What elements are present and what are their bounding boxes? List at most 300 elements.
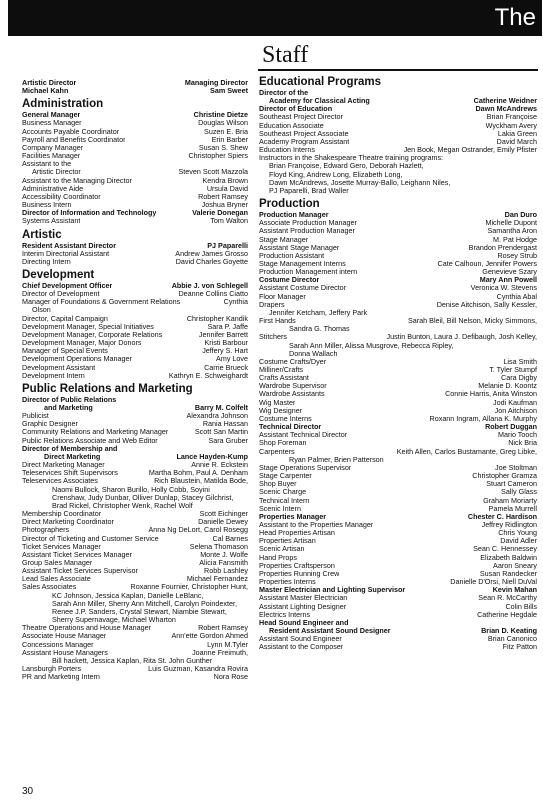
page-title: Staff (262, 42, 309, 68)
person-name: T. Tyler Stumpf (489, 365, 537, 374)
role-title: Properties Manager (259, 512, 327, 521)
person-name: Christopher Kandik (186, 313, 248, 323)
role-title: Properties Interns (259, 578, 316, 587)
person-name: Catherine Hegdale (477, 609, 537, 619)
role-title: Brad Rickel, Christopher Wenk, Rachel Wolf (52, 501, 193, 510)
role-title: Renee J.P. Sanders, Crystal Stewart, Niambie Stewart, (52, 607, 227, 616)
role-title: General Manager (22, 111, 81, 120)
role-title: Production Assistant (259, 251, 325, 260)
person-name: Robert Duggan (485, 422, 537, 432)
person-name: Roxann Ingram, Allana K. Murphy (429, 413, 537, 423)
role-title: Wig Designer (259, 406, 303, 415)
role-title: Concessions Manager (22, 640, 94, 649)
person-name: Michelle Dupont (485, 218, 537, 228)
left-column (22, 79, 248, 787)
section-heading-production: Production (259, 198, 320, 211)
person-name: Brian Canonico (487, 634, 537, 644)
role-title: Academy for Classical Acting (269, 97, 370, 106)
role-title: Photographers (22, 526, 70, 535)
person-name: Brian Françoise (486, 112, 537, 122)
role-title: Shop Buyer (259, 480, 297, 489)
person-name: Deanne Collins Ciatto (178, 289, 248, 299)
role-title: Development Intern (22, 371, 85, 380)
role-title: Brian Françoise, Edward Gero, Deborah Hazlett, (269, 162, 424, 171)
person-name: Ursula David (206, 183, 248, 193)
role-title: Associate House Manager (22, 632, 107, 641)
person-name: Martha Bohm, Paul A. Denham (148, 468, 248, 478)
role-title: Assistant Costume Director (259, 284, 347, 293)
staff-row (259, 643, 537, 651)
staff-row (22, 258, 248, 266)
person-name: Michael Fernandez (186, 574, 248, 584)
staff-row (259, 244, 537, 252)
role-title: Electrics Interns (259, 610, 311, 619)
person-name: David March (496, 136, 537, 146)
role-title: Production Management intern (259, 268, 358, 277)
person-name: Annie R. Eckstein (191, 460, 248, 470)
role-title: Director of Public Relations (22, 395, 117, 404)
person-name: Denise Aitchison, Sally Kessler, (436, 299, 537, 309)
staff-row (22, 583, 248, 591)
role-title: and Marketing (44, 404, 93, 412)
staff-row (259, 350, 537, 358)
role-title: Naomi Bullock, Sharon Burillo, Holly Cobb, Soyini (52, 485, 210, 494)
staff-row (259, 448, 537, 456)
role-title: Administrative Aide (22, 184, 84, 193)
role-title: Master Electrician and Lighting Supervisor (259, 586, 406, 595)
role-title: Assistant Ticket Services Manager (22, 550, 132, 559)
role-title: Crafts Assistant (259, 374, 309, 383)
role-title: Direct Marketing Coordinator (22, 518, 114, 527)
role-title: First Hands (259, 317, 296, 326)
header-title: The (494, 4, 536, 31)
role-title: Accessibility Coordinator (22, 192, 101, 201)
person-name: Danielle Dewey (198, 517, 248, 527)
person-name: Brian D. Keating (481, 626, 537, 635)
person-name: Lakia Green (497, 128, 537, 138)
section-heading-administration: Administration (22, 98, 104, 111)
person-name: Kathryn E. Schweighardt (168, 370, 248, 380)
staff-row (22, 673, 248, 681)
person-name: Monte J. Wolfe (200, 549, 248, 559)
role-title: KC Johnson, Jessica Kaplan, Danielle LeBlanc, (52, 591, 204, 600)
role-title: Stage Manager (259, 235, 309, 244)
person-name: Rania Hassan (202, 419, 248, 429)
role-title: Scenic Artisan (259, 545, 305, 554)
role-title: Business Manager (22, 119, 82, 128)
person-name: Chester C. Hardison (467, 511, 537, 521)
person-name: Susan Randecker (479, 568, 537, 578)
person-name: Nora Rose (213, 672, 248, 682)
staff-row (22, 649, 248, 657)
role-title: Shop Foreman (259, 439, 307, 448)
person-name: Selena Thomason (189, 541, 248, 551)
role-title: Education Associate (259, 121, 324, 130)
person-name: Cate Calhoun, Jennifer Powers (437, 258, 537, 268)
role-title: Assistant Production Manager (259, 227, 355, 236)
role-title: Technical Director (259, 423, 322, 432)
person-name: PJ Paparelli (207, 240, 248, 250)
role-title: Wig Master (259, 398, 296, 407)
role-title: Publicist (22, 412, 49, 421)
role-title: Accounts Payable Coordinator (22, 127, 120, 136)
role-title: Technical Intern (259, 496, 310, 505)
role-title: Education Interns (259, 146, 315, 155)
page-number: 30 (22, 786, 34, 797)
role-title: Resident Assistant Sound Designer (269, 627, 391, 635)
staff-row (259, 480, 537, 488)
person-name: Cal Barnes (212, 533, 248, 543)
person-name: Melanie D. Koontz (478, 381, 537, 391)
role-title: Membership Coordinator (22, 510, 102, 519)
role-title: Donna Wallach (289, 349, 338, 358)
person-name: Alexandra Johnson (186, 411, 248, 421)
person-name: Carrie Brueck (204, 362, 248, 372)
header-bar (8, 0, 542, 36)
role-title: Production Manager (259, 211, 329, 220)
role-title: Direct Marketing Manager (22, 461, 105, 470)
person-name: Danielle D'Orsi, Niell DuVal (450, 577, 537, 587)
role-title: Facilities Manager (22, 152, 81, 161)
person-name: Sara P. Jaffe (207, 321, 248, 331)
person-name: Connie Harris, Anita Winston (445, 389, 537, 399)
role-title: Costume Crafts/Dyer (259, 357, 327, 366)
role-title: Drapers (259, 300, 285, 309)
staff-row (259, 366, 537, 374)
role-title: Stitchers (259, 333, 287, 342)
role-title: Costume Interns (259, 414, 312, 423)
staff-list (22, 242, 248, 266)
person-name: Pamela Murrell (488, 503, 537, 513)
role-title: Manager of Foundations & Government Relations (22, 298, 181, 307)
person-name: Scott Eichinger (199, 509, 248, 519)
role-title: Properties Running Crew (259, 569, 340, 578)
role-title: Development Manager, Corporate Relations (22, 330, 163, 339)
role-title: Assistant to the Properties Manager (259, 520, 374, 529)
role-title: Sandra G. Thomas (289, 325, 350, 334)
person-name: Jeffery S. Hart (202, 346, 248, 356)
staff-row (22, 494, 248, 502)
person-name: Douglas Wilson (198, 118, 248, 128)
person-name: Jodi Kaufman (493, 397, 537, 407)
person-name: Sarah Bleil, Bill Nelson, Micky Simmons, (407, 316, 537, 326)
role-title: Assistant to the Managing Director (22, 176, 132, 185)
person-name: Tom Walton (210, 216, 248, 226)
person-name: Colin Bills (505, 601, 537, 611)
person-name: Lynn M.Tyler (207, 639, 248, 649)
person-name: Lisa Smith (503, 356, 537, 366)
role-title: Teleservices Shift Supervisors (22, 469, 118, 478)
person-name: Lance Hayden-Kump (176, 451, 248, 461)
person-name: Joe Stoltman (495, 462, 537, 472)
role-title: Group Sales Manager (22, 558, 93, 567)
person-name: Mary Ann Powell (479, 275, 537, 285)
staff-row (22, 477, 248, 485)
role-title: Sarah Ann Miller, Alissa Musgrove, Rebecca Ripley, (289, 341, 454, 350)
person-name: Mario Tooch (497, 430, 537, 440)
role-title: Properties Craftsperson (259, 561, 335, 570)
person-name: Valerie Donegan (192, 208, 248, 218)
person-name: Brandon Prendergast (468, 242, 537, 252)
person-name: Ann'ette Gordon Ahmed (171, 631, 248, 641)
leadership-block (22, 79, 248, 95)
role-title: Carpenters (259, 447, 295, 456)
staff-row (259, 154, 537, 162)
person-name: Kristi Barbour (204, 338, 248, 348)
person-name: Dawn McAndrews (475, 104, 537, 114)
staff-row (259, 171, 537, 179)
right-column (259, 76, 537, 788)
role-title: PJ Paparelli, Brad Waller (269, 186, 349, 195)
person-name: Amy Love (216, 354, 248, 364)
staff-row (259, 187, 537, 195)
role-title: Scenic Charge (259, 488, 307, 497)
person-name: Catherine Weidner (473, 96, 537, 106)
role-title: Graphic Designer (22, 420, 78, 429)
role-title: Sales Associates (22, 583, 77, 592)
role-title: Interim Directorial Assistant (22, 249, 110, 258)
role-title: Manager of Special Events (22, 347, 108, 356)
role-title: Assistant Stage Manager (259, 243, 340, 252)
staff-row (22, 347, 248, 355)
person-name: Joanne Freimuth, (192, 647, 248, 657)
staff-row (259, 611, 537, 619)
role-title: Southeast Project Director (259, 113, 343, 122)
staff-row (259, 521, 537, 529)
role-title: Director of the (259, 89, 309, 97)
role-title: Assistant to the (22, 160, 72, 169)
role-title: Southeast Project Associate (259, 129, 349, 138)
role-title: Director of Membership and (22, 444, 118, 453)
role-title: Lansburgh Porters (22, 665, 82, 673)
person-name: Barry M. Colfelt (194, 403, 248, 412)
role-title: Development Operations Manager (22, 355, 132, 364)
staff-row (22, 486, 248, 494)
role-title: Company Manager (22, 143, 84, 152)
person-name: Keith Allen, Carlos Bustamante, Greg Libke, (396, 446, 537, 456)
person-name: Stuart Cameron (486, 479, 537, 489)
role-title: Business Intern (22, 201, 72, 210)
person-name: David Adler (500, 536, 537, 546)
person-name: Elizabeth Baldwin (480, 552, 537, 562)
role-title: Assistant Ticket Services Supervisor (22, 567, 138, 576)
role-title: Teleservices Associates (22, 477, 98, 486)
staff-row (259, 529, 537, 537)
staff-row (22, 437, 248, 445)
role-title: Stage Operations Supervisor (259, 463, 352, 472)
role-title: Development Assistant (22, 363, 96, 372)
role-title: Resident Assistant Director (22, 241, 116, 250)
role-title: Dawn McAndrews, Josette Murray-Ballo, Leighann Niles, (269, 178, 451, 187)
person-name: Jon Aitchison (494, 405, 537, 415)
staff-row (22, 290, 248, 298)
role-title: Assistant House Managers (22, 648, 108, 657)
person-name: Graham Moriarty (483, 495, 537, 505)
section-heading-educational: Educational Programs (259, 76, 382, 88)
role-title: Floor Manager (259, 292, 306, 301)
role-title: Head Properties Artisan (259, 529, 335, 538)
section-heading-development: Development (22, 268, 95, 281)
staff-row (259, 423, 537, 431)
role-title: Systems Assistant (22, 217, 81, 226)
person-name: Nick Bria (508, 438, 537, 448)
person-name: Kendra Brown (202, 175, 248, 185)
role-title: Ryan Palmer, Brien Patterson (289, 455, 384, 464)
role-title: Sherry Supernavage, Michael Wharton (52, 616, 176, 625)
role-title: Assistant Sound Engineer (259, 635, 342, 644)
role-title: Bill hackett, Jessica Kaplan, Rita St. John Gunther (52, 656, 213, 665)
person-name: Kevin Mahan (492, 585, 537, 595)
person-name: Sam Sweet (210, 86, 248, 96)
role-title: Development Manager, Special Initiatives (22, 322, 154, 331)
role-title: Payroll and Benefits Coordinator (22, 135, 126, 144)
staff-row (259, 284, 537, 292)
role-title: Director of Development (22, 290, 100, 299)
staff-row (259, 635, 537, 643)
person-name: Fitz Patton (502, 642, 537, 652)
role-title: Crenshaw, Judy Dunbar, Olliver Dunlap, Stacey Gilchrist, (52, 493, 234, 502)
person-name: Rich Blaustein, Matilda Bode, (154, 476, 248, 486)
staff-list (22, 111, 248, 225)
person-name: Scott San Martin (194, 427, 248, 437)
person-name: M. Pat Hodge (493, 234, 537, 244)
staff-row (259, 431, 537, 439)
role-title: Scenic Intern (259, 504, 301, 513)
role-title: Academy Program Assistant (259, 137, 350, 146)
role-title: Assistant Technical Director (259, 431, 348, 440)
role-title: Artistic Director (22, 79, 77, 87)
person-name: Michael Kahn (22, 87, 69, 96)
staff-row (259, 333, 537, 341)
person-name: Steven Scott Mazzola (178, 167, 248, 177)
person-name: Suzen E. Bria (204, 126, 248, 136)
person-name: Roxanne Fournier, Christopher Hunt, (130, 582, 248, 592)
person-name: Luis Guzman, Kasandra Rovira (148, 664, 248, 673)
role-title: Wardrobe Supervisor (259, 382, 327, 391)
role-title: Costume Director (259, 276, 320, 285)
role-title: Stage Carpenter (259, 472, 312, 481)
role-title: Director of Information and Technology (22, 209, 157, 218)
person-name: Andrew James Grosso (175, 248, 248, 258)
staff-row (22, 592, 248, 600)
role-title: Associate Production Manager (259, 219, 357, 228)
staff-row (22, 600, 248, 608)
staff-row (259, 146, 537, 154)
role-title: Director of Ticketing and Customer Service (22, 534, 159, 543)
staff-row (259, 179, 537, 187)
role-title: Assistant Lighting Designer (259, 602, 347, 611)
person-name: Sara Gruber (208, 435, 248, 445)
person-name: Christine Dietze (193, 110, 248, 120)
role-title: Direct Marketing (44, 452, 101, 461)
person-name: David Charles Goyette (175, 256, 248, 266)
person-name: Chris Young (498, 528, 537, 538)
role-title: Public Relations Associate and Web Editor (22, 436, 158, 445)
person-name: Susan S. Shew (198, 142, 248, 152)
role-title: Jennifer Ketcham, Jeffery Park (269, 308, 368, 317)
staff-list (259, 211, 537, 651)
staff-list (259, 89, 537, 195)
section-heading-public-relations: Public Relations and Marketing (22, 382, 193, 395)
staff-row (259, 342, 537, 350)
role-title: Wardrobe Assistants (259, 390, 325, 399)
staff-list (22, 282, 248, 380)
person-name: Robert Ramsey (198, 191, 248, 201)
person-name: Justin Bunton, Laura J. Defibaugh, Josh Kelley, (386, 332, 537, 342)
staff-list (22, 396, 248, 681)
role-title: Ticket Services Manager (22, 542, 101, 551)
role-title: Sarah Ann Miller, Sherry Ann Mitchell, Carolyn Poindexter, (52, 599, 237, 608)
person-name: Jeffrey Ridlington (481, 519, 537, 529)
person-name: Rosey Strub (497, 250, 537, 260)
staff-row (259, 317, 537, 325)
person-name: Anna Ng DeLort, Carol Rosegg (148, 525, 248, 535)
person-name: Wyckham Avery (485, 120, 537, 130)
staff-row (22, 152, 248, 160)
role-title: Chief Development Officer (22, 281, 113, 290)
person-name: Dan Duro (504, 210, 537, 220)
staff-row (22, 372, 248, 380)
person-name: Aaron Sneary (493, 560, 537, 570)
role-title: Director, Capital Campaign (22, 314, 108, 323)
role-title: Community Relations and Marketing Manager (22, 428, 169, 437)
person-name: Jennifer Barrett (198, 329, 248, 339)
person-name: Robb Lashley (204, 566, 248, 576)
person-name: Christopher Gramza (472, 471, 537, 481)
person-name: Cara Digby (501, 373, 537, 383)
section-heading-artistic: Artistic (22, 228, 62, 241)
staff-row (259, 122, 537, 130)
role-title: Directing Intern (22, 257, 71, 266)
role-title: Instructors in the Shakespeare Theatre training programs: (259, 154, 444, 163)
role-title: Stage Management Interns (259, 259, 346, 268)
person-name: Alicia Fansmith (199, 557, 248, 567)
person-name: Sean C. Hennessey (473, 544, 537, 554)
role-title: Lead Sales Associate (22, 575, 91, 584)
staff-row (259, 130, 537, 138)
title-rule (258, 69, 538, 71)
person-name: Veronica W. Stevens (470, 283, 537, 293)
role-title: Development Manager, Major Donors (22, 339, 142, 348)
role-title: Olson (32, 306, 51, 315)
person-name: Sally Glass (501, 487, 537, 497)
person-name: Cynthia Abal (496, 291, 537, 301)
role-title: Managing Director (184, 79, 248, 87)
staff-row (259, 594, 537, 602)
person-name: Erin Barber (211, 134, 248, 144)
person-name: Jen Book, Megan Ostrander, Emily Pfister (403, 145, 537, 155)
role-title: Head Sound Engineer and (259, 618, 349, 627)
person-name: Robert Ramsey (198, 623, 248, 633)
role-title: Director of Education (259, 105, 333, 114)
staff-row (259, 301, 537, 309)
role-title: Floyd King, Andrew Long, Elizabeth Long, (269, 170, 403, 179)
staff-row (259, 162, 537, 170)
leader-row (22, 87, 248, 95)
person-name: Genevieve Szary (482, 267, 537, 277)
role-title: Assistant Master Electrician (259, 594, 348, 603)
person-name: Samantha Aron (487, 226, 537, 236)
role-title: Hand Props (259, 553, 297, 562)
person-name: Sean R. McCarthy (478, 593, 537, 603)
role-title: Properties Artisan (259, 537, 316, 546)
staff-row (22, 298, 248, 306)
role-title: Theatre Operations and House Manager (22, 624, 152, 633)
role-title: Assistant to the Composer (259, 643, 344, 652)
person-name: Cynthia (223, 297, 248, 307)
role-title: PR and Marketing Intern (22, 673, 100, 682)
role-title: Milliner/Crafts (259, 366, 303, 374)
